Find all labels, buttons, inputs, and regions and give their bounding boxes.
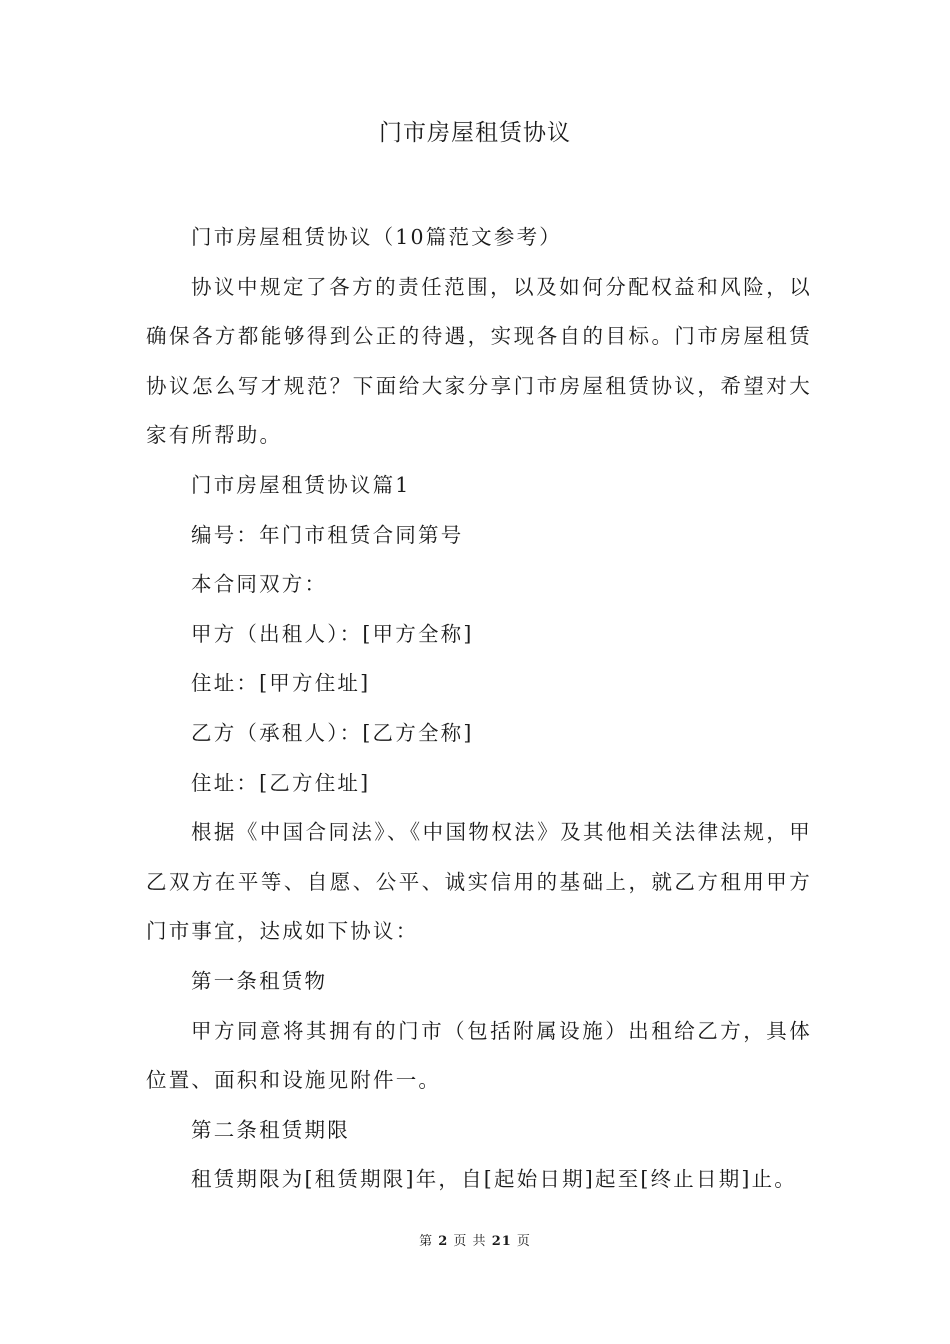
party-b-address: 住址：[乙方住址]: [191, 770, 371, 795]
legal-basis-paragraph: 根据《中国合同法》、《中国物权法》及其他相关法律法规，甲乙双方在平等、自愿、公平、诚实信用的基础上，就乙方租用甲方门市事宜，达成如下协议：: [146, 820, 812, 944]
party-a-name: 甲方（出租人）：[甲方全称]: [191, 621, 474, 646]
article-1-text: 甲方同意将其拥有的门市（包括附属设施）出租给乙方，具体位置、面积和设施见附件一。: [146, 1018, 812, 1093]
document-body: [146, 213, 812, 1205]
page-footer: [0, 1232, 950, 1252]
article-2-text: 租赁期限为[租赁期限]年，自[起始日期]起至[终止日期]止。: [191, 1167, 797, 1192]
subtitle-paragraph: 门市房屋租赁协议（10篇范文参考）: [191, 225, 562, 249]
contract-number: 编号：年门市租赁合同第号: [191, 522, 464, 547]
current-page-number: 2: [438, 1234, 449, 1249]
parties-label: 本合同双方：: [191, 572, 328, 597]
footer-middle: 页 共: [453, 1234, 487, 1249]
party-b-name: 乙方（承租人）：[乙方全称]: [191, 720, 474, 745]
intro-paragraph: 协议中规定了各方的责任范围，以及如何分配权益和风险，以确保各方都能够得到公正的待遇，实现各自的目标。门市房屋租赁协议怎么写才规范？下面给大家分享门市房屋租赁协议，希望对大家有所帮助。: [146, 274, 812, 448]
footer-prefix: 第: [419, 1234, 434, 1249]
section-heading: 门市房屋租赁协议篇1: [191, 472, 411, 497]
article-1-heading: 第一条租赁物: [191, 968, 328, 993]
article-2-heading: 第二条租赁期限: [191, 1117, 350, 1142]
footer-suffix: 页: [516, 1234, 531, 1249]
party-a-address: 住址：[甲方住址]: [191, 671, 371, 696]
total-pages-number: 21: [491, 1234, 512, 1249]
document-title: 门市房屋租赁协议: [379, 120, 571, 146]
